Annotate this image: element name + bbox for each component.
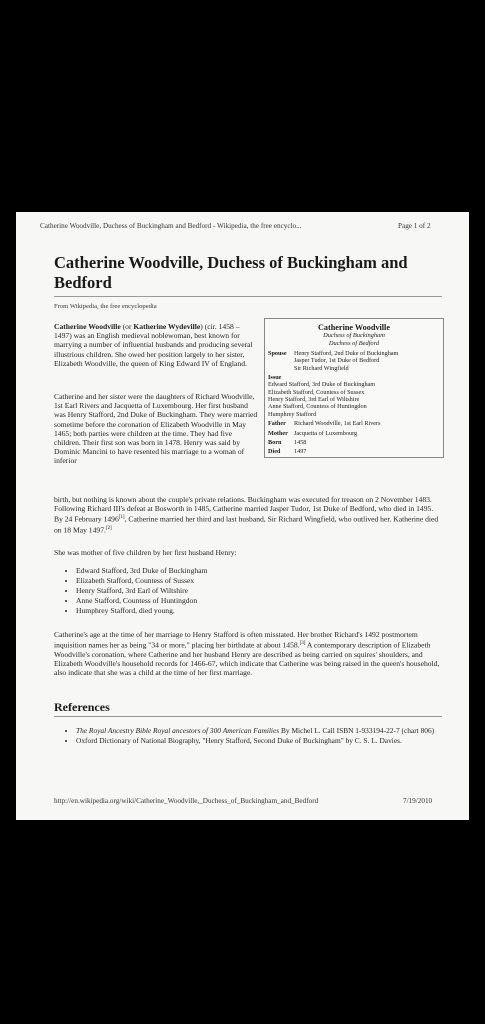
list-item: • Edward Stafford, 3rd Duke of Buckingham [76,566,376,576]
references-heading: References [54,700,110,714]
spouse-entry: Jasper Tudor, 1st Duke of Bedford [294,357,380,365]
list-item: • Anne Stafford, Countess of Huntingdon [76,596,376,606]
family-paragraph-continued [54,495,442,535]
page-footer-date: 7/19/2010 [403,797,433,805]
infobox-subtitle: Duchess of Buckingham [323,332,385,339]
reference-title: The Royal Ancestry Bible Royal ancestors of 300 American Families [76,726,280,735]
issue-entry: Henry Stafford, 3rd Earl of Wiltshire [268,396,360,404]
infobox-label: Father [268,420,286,428]
reference-text: By Michel L. Call ISBN 1-933194-22-7 (chart 806) [279,726,435,735]
infobox-subtitle: Duchess of Bedford [328,340,380,347]
lead-text: ) (cir. 1458 – 1497) was an English medieval noblewoman, best known for marrying a number of influential husbands and producing several illustrious children. She owed her position largely to her sister, Elizabeth Woodville, the queen of King Edward IV of England. [54,322,253,368]
infobox-died-row [265,448,443,455]
age-text-2: A contemporary description of Elizabeth Woodville's coronation, where Catherine and her husband Henry are described as being carried on squires' shoulders, and Elizabeth Woodville's household records for 1466-67, which indicate that Catherine was being raised in the queen's household, also indicate that she was a child at the time of her first marriage. [54,640,440,678]
infobox-title: Catherine Woodville [318,323,390,332]
citation-1[interactable]: [1] [118,515,125,521]
infobox-label: Mother [268,429,288,437]
references-list [54,726,460,747]
issue-entry: Humphrey Stafford [268,410,317,418]
page-number: Page 1 of 2 [398,222,431,230]
infobox-value: 1497 [294,448,307,456]
subject-name: Catherine Woodville [54,322,121,331]
infobox-value: Jacquetta of Luxembourg [294,429,358,437]
issue-entry: Edward Stafford, 3rd Duke of Buckingham [268,381,376,389]
age-paragraph [54,630,442,678]
infobox-label: Spouse [268,350,287,357]
title-divider [54,296,442,297]
spouse-entry: Henry Stafford, 2nd Duke of Buckingham [294,350,399,357]
lead-or: (or [120,322,134,331]
list-item [76,726,460,735]
references-divider [54,716,442,717]
lead-paragraph [54,322,259,368]
age-text: Catherine's age at the time of her marriage to Henry Stafford is often misstated. Her brother Richard's 1492 postmortem inquisition names her as being "34 or more," placing her birthdate at about 1458. [54,630,418,650]
infobox-mother-row [265,430,443,437]
citation-2[interactable]: [2] [105,526,112,532]
issue-entry: Elizabeth Stafford, Countess of Sussex [268,388,365,396]
issue-entry: Anne Stafford, Countess of Huntingdon [268,403,367,411]
family-continued-text-2: , Catherine married her third and last husband, Sir Richard Wingfield, who outlived her. Katherine died on 18 May 1497. [54,514,439,535]
infobox-father-row [265,420,443,427]
citation-3[interactable]: [3] [299,641,306,647]
family-paragraph: Catherine and her sister were the daughters of Richard Woodville, 1st Earl Rivers and Jacquetta of Luxembourg. Her first husband was Henry Stafford, 2nd Duke of Buckingham. They were married sometime before the coronation of Elizabeth Woodville in May 1465; both parties were children at the time. They had five children. Their first son was born in 1478. Henry was said by Dominic Mancini to have resented his marriage to a woman of inferior [54,392,258,466]
infobox-label: Died [268,448,281,456]
children-intro: She was mother of five children by her first husband Henry: [54,548,237,557]
page-header-title: Catherine Woodville, Duchess of Buckingham and Bedford - Wikipedia, the free encyclo... [40,222,302,230]
infobox-issue-list [265,381,443,418]
infobox-value: 1458 [294,439,307,447]
family-continued-text: birth, but nothing is known about the couple's private relations. Buckingham was executed for treason on 2 November 1483. Following Richard III's defeat at Bosworth in 1485, Catherine married Jasper Tudor, 1st Duke of Bedford, who died in 1495. By 24 February 1496 [54,495,434,524]
infobox-spouse-row [265,350,443,372]
infobox-born-row [265,439,443,446]
infobox-label: Born [268,439,282,447]
spouse-entry: Sir Richard Wingfield [294,364,349,372]
list-item: • Henry Stafford, 3rd Earl of Wiltshire [76,586,376,596]
infobox-value: Richard Woodville, 1st Earl Rivers [294,420,381,428]
list-item: • Humphrey Stafford, died young. [76,606,376,616]
reference-text: Oxford Dictionary of National Biography, "Henry Stafford, Second Duke of Buckingham" by C. S. L. Davies. [76,736,402,746]
list-item [76,736,460,745]
list-item: • Elizabeth Stafford, Countess of Sussex [76,576,376,586]
source-line: From Wikipedia, the free encyclopedia [54,303,157,310]
infobox-value [294,350,443,372]
children-list [54,566,376,616]
article-title: Catherine Woodville, Duchess of Buckingham and Bedford [54,253,408,292]
page-footer-url: http://en.wikipedia.org/wiki/Catherine_Woodville,_Duchess_of_Buckingham_and_Bedford [54,797,319,805]
infobox-label: Issue [268,374,282,382]
subject-alt-name: Katherine Wydeville [133,322,201,331]
infobox [264,318,444,458]
